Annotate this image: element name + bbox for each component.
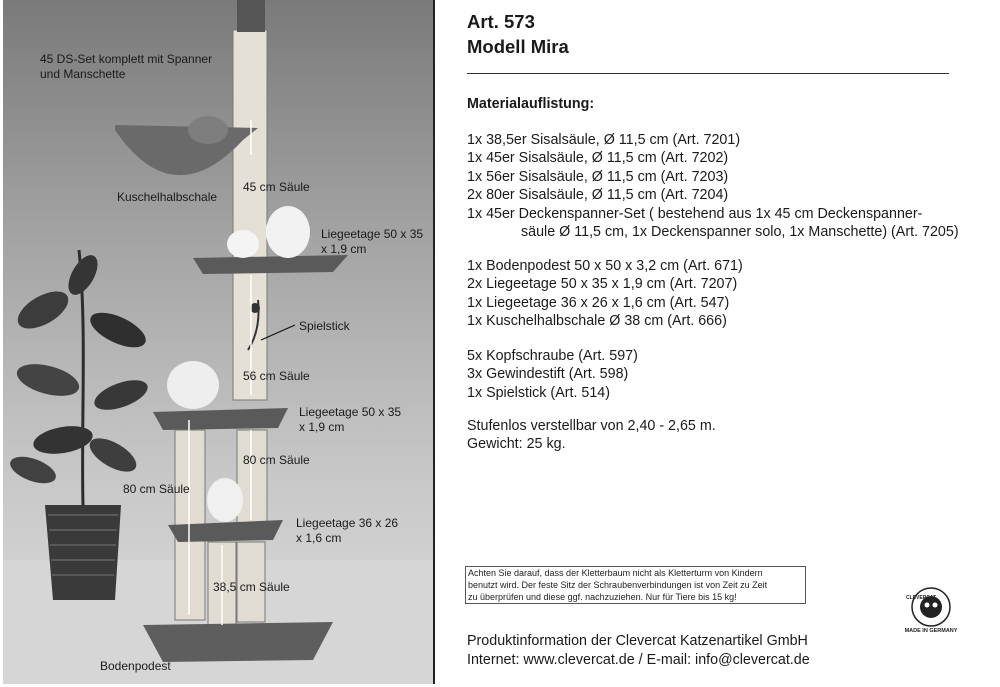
label-saeule-38: 38,5 cm Säule	[213, 580, 290, 594]
label-saeule-80-left: 80 cm Säule	[123, 482, 190, 496]
kitten	[227, 230, 259, 258]
materials-group-3	[467, 347, 638, 402]
label-line: x 1,6 cm	[296, 531, 342, 545]
label-bodenpodest: Bodenpodest	[100, 659, 171, 673]
list-item: 2x Liegeetage 50 x 35 x 1,9 cm (Art. 7207)	[467, 276, 738, 293]
photo-border	[433, 0, 435, 684]
platform-middle	[153, 408, 288, 430]
list-item: säule Ø 11,5 cm, 1x Deckenspanner solo, 1x Manschette) (Art. 7205)	[521, 224, 959, 241]
list-item: 1x Liegeetage 36 x 26 x 1,6 cm (Art. 547)	[467, 294, 730, 311]
label-liegeetage-mid	[299, 405, 401, 435]
divider	[467, 73, 949, 74]
materials-group-1	[467, 131, 959, 241]
label-line: Liegeetage 50 x 35	[299, 405, 402, 419]
list-item: Gewicht: 25 kg.	[467, 436, 566, 453]
model-name: Modell Mira	[467, 36, 569, 57]
list-item: Stufenlos verstellbar von 2,40 - 2,65 m.	[467, 418, 716, 434]
base-podium	[143, 622, 333, 662]
list-item: 1x 38,5er Sisalsäule, Ø 11,5 cm (Art. 7201)	[467, 132, 741, 148]
footer-contact: Internet: www.clevercat.de / E-mail: info@clevercat.de	[467, 652, 810, 668]
label-line: x 1,9 cm	[299, 420, 345, 434]
notice-line: Achten Sie darauf, dass der Kletterbaum nicht als Kletterturm von Kindern	[468, 568, 763, 578]
ceiling-cap	[237, 0, 265, 32]
list-item: 2x 80er Sisalsäule, Ø 11,5 cm (Art. 7204)	[467, 187, 729, 204]
materials-group-4	[467, 417, 716, 454]
safety-notice	[465, 566, 806, 604]
kitten	[167, 361, 219, 409]
label-line: Liegeetage 36 x 26	[296, 516, 399, 530]
label-liegeetage-low	[296, 516, 398, 546]
logo-tagline: MADE IN GERMANY	[904, 628, 958, 634]
product-photo	[3, 0, 435, 684]
label-ds-set	[40, 52, 212, 82]
label-saeule-80-right: 80 cm Säule	[243, 453, 310, 467]
kitten	[266, 206, 310, 258]
label-line: 45 DS-Set komplett mit Spanner	[40, 52, 213, 66]
list-item: 1x Spielstick (Art. 514)	[467, 384, 611, 401]
label-line: Liegeetage 50 x 35	[321, 227, 424, 241]
label-kuschelhalbschale: Kuschelhalbschale	[117, 190, 218, 204]
label-spielstick: Spielstick	[299, 319, 350, 333]
logo-icon	[898, 585, 964, 635]
materials-heading: Materialauflistung:	[467, 96, 595, 112]
article-number: Art. 573	[467, 11, 535, 32]
list-item: 5x Kopfschraube (Art. 597)	[467, 348, 638, 364]
sisal-pole-top	[233, 30, 267, 400]
platform-top	[193, 255, 348, 274]
list-item: 1x Kuschelhalbschale Ø 38 cm (Art. 666)	[467, 313, 727, 330]
clevercat-logo	[898, 585, 964, 635]
label-saeule-56: 56 cm Säule	[243, 369, 310, 383]
materials-group-2	[467, 257, 743, 331]
list-item: 3x Gewindestift (Art. 598)	[467, 366, 629, 383]
label-line: und Manschette	[40, 67, 126, 81]
list-item: 1x 56er Sisalsäule, Ø 11,5 cm (Art. 7203)	[467, 168, 729, 185]
label-line: x 1,9 cm	[321, 242, 367, 256]
plant-icon	[7, 250, 152, 600]
label-liegeetage-top	[321, 227, 423, 257]
notice-line: benutzt wird. Der feste Sitz der Schraubenverbindungen ist von Zeit zu Zeit	[468, 580, 768, 590]
kitten	[207, 478, 243, 522]
sisal-pole-80-right	[237, 430, 267, 530]
list-item: 1x 45er Deckenspanner-Set ( bestehend aus 1x 45 cm Deckenspanner-	[467, 205, 923, 222]
list-item: 1x Bodenpodest 50 x 50 x 3,2 cm (Art. 671)	[467, 258, 743, 274]
logo-brand: CLEVERCAT	[906, 595, 937, 601]
notice-line: zu überprüfen und diese ggf. nachzuziehen. Nur für Tiere bis 15 kg!	[468, 592, 737, 602]
footer-company: Produktinformation der Clevercat Katzenartikel GmbH	[467, 633, 808, 649]
label-saeule-45: 45 cm Säule	[243, 180, 310, 194]
list-item: 1x 45er Sisalsäule, Ø 11,5 cm (Art. 7202)	[467, 150, 729, 167]
